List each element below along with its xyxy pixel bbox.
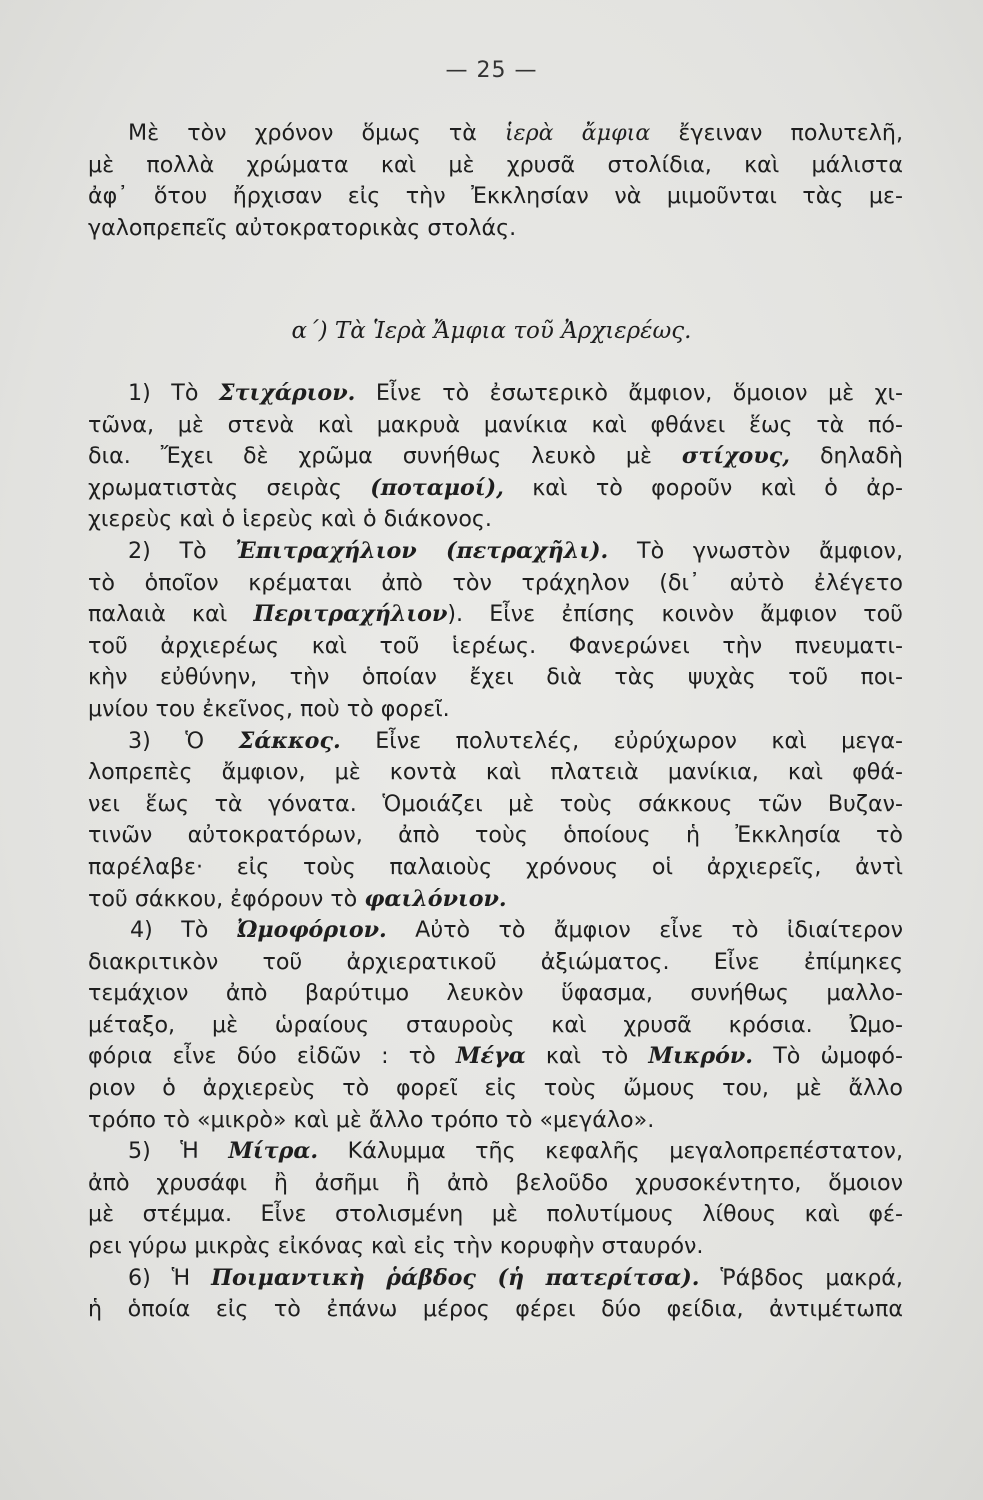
text-line: χιερεὺς καὶ ὁ ἱερεὺς καὶ ὁ διάκονος. xyxy=(88,506,492,533)
item-number: 6) Ἡ xyxy=(128,1264,212,1291)
emphasis-term: φαιλόνιον. xyxy=(364,885,507,912)
emphasis-term: ἱερὰ ἄμφια xyxy=(504,120,651,146)
emphasis-term: στίχους, xyxy=(681,443,790,470)
text-line: τρόπο τὸ «μικρὸ» καὶ μὲ ἄλλο τρόπο τὸ «μεγάλο». xyxy=(88,1106,655,1133)
item-term: Στιχάριον. xyxy=(218,380,356,406)
text-span: τοῦ σάκκου, ἐφόρουν τὸ xyxy=(88,885,365,912)
text-line: ἡ ὁποία εἰς τὸ ἐπάνω μέρος φέρει δύο φείδια, ἀντιμέτωπα xyxy=(88,1296,903,1323)
intro-paragraph xyxy=(88,118,903,244)
text-span: δια. Ἔχει δὲ χρῶμα συνήθως λευκὸ μὲ xyxy=(88,443,682,470)
text-line: μνίου του ἐκεῖνος, ποὺ τὸ φορεῖ. xyxy=(88,695,450,722)
text-span: δηλαδὴ xyxy=(789,443,903,470)
text-line: τεμάχιον ἀπὸ βαρύτιμο λευκὸν ὕφασμα, συνήθως μαλλο- xyxy=(88,980,903,1007)
text-span: Κάλυμμα τῆς κεφαλῆς μεγαλοπρεπέστατον, xyxy=(318,1138,903,1165)
item-term: Ποιμαντικὴ ῥάβδος (ἡ πατερίτσα). xyxy=(211,1264,700,1291)
text-line: μὲ πολλὰ χρώματα καὶ μὲ χρυσᾶ στολίδια, καὶ μάλιστα xyxy=(88,151,903,178)
text-span: Μὲ τὸν χρόνον ὅμως τὰ xyxy=(128,120,505,146)
text-span: καὶ τὸ xyxy=(525,1043,649,1070)
item-term: Ὠμοφόριον. xyxy=(236,917,387,944)
list-item-sakkos xyxy=(88,726,903,758)
text-span: καὶ τὸ φοροῦν καὶ ὁ ἀρ- xyxy=(503,474,903,501)
text-line: ρει γύρω μικρὰς εἰκόνας καὶ εἰς τὴν κορυφὴν σταυρόν. xyxy=(88,1233,704,1260)
text-line xyxy=(88,118,903,150)
text-line xyxy=(88,599,903,631)
page-number: — 25 — xyxy=(445,58,538,83)
text-line: μὲ στέμμα. Εἶνε στολισμένη μὲ πολυτίμους λίθους καὶ φέ- xyxy=(88,1201,903,1228)
item-term: Μίτρα. xyxy=(228,1138,319,1165)
text-line: παρέλαβε· εἰς τοὺς παλαιοὺς χρόνους οἱ ἀρχιερεῖς, ἀντὶ xyxy=(88,853,903,880)
text-line: γαλοπρεπεῖς αὐτοκρατορικὰς στολάς. xyxy=(88,214,517,241)
text-span: Τὸ ὠμοφό- xyxy=(753,1043,903,1070)
vestments-list xyxy=(88,378,903,1326)
text-line: τῶνα, μὲ στενὰ καὶ μακρυὰ μανίκια καὶ φθάνει ἕως τὰ πό- xyxy=(88,411,903,438)
text-span: Τὸ γνωστὸν ἄμφιον, xyxy=(608,537,903,564)
text-line: ριον ὁ ἀρχιερεὺς τὸ φορεῖ εἰς τοὺς ὤμους του, μὲ ἄλλο xyxy=(88,1075,903,1102)
text-line: μέταξο, μὲ ὡραίους σταυροὺς καὶ χρυσᾶ κρόσια. Ὠμο- xyxy=(88,1011,903,1038)
text-line xyxy=(88,1041,903,1073)
text-line: κὴν εὐθύνην, τὴν ὁποίαν ἔχει διὰ τὰς ψυχὰς τοῦ ποι- xyxy=(88,664,903,691)
emphasis-term: Περιτραχήλιον xyxy=(253,601,448,628)
text-line xyxy=(88,884,903,916)
text-line xyxy=(88,441,903,473)
item-number: 2) Τὸ xyxy=(128,537,236,564)
emphasis-term: Μέγα xyxy=(455,1043,526,1070)
text-span: Αὐτὸ τὸ ἄμφιον εἶνε τὸ ἰδιαίτερον xyxy=(386,917,903,944)
text-line: τὸ ὁποῖον κρέμαται ἀπὸ τὸν τράχηλον (δι᾽ αὐτὸ ἐλέγετο xyxy=(88,569,903,596)
item-number: 4) Τὸ xyxy=(130,917,237,944)
text-line: νει ἕως τὰ γόνατα. Ὁμοιάζει μὲ τοὺς σάκκους τῶν Βυζαν- xyxy=(88,790,903,817)
list-item-epitrachelion xyxy=(88,536,903,568)
text-line: διακριτικὸν τοῦ ἀρχιερατικοῦ ἀξιώματος. Εἶνε ἐπίμηκες xyxy=(88,948,903,975)
text-span: Εἶνε τὸ ἐσωτερικὸ ἄμφιον, ὅμοιον μὲ χι- xyxy=(355,380,903,406)
emphasis-term: (ποταμοί), xyxy=(370,474,504,501)
text-span: παλαιὰ καὶ xyxy=(88,601,254,628)
list-item-mitra xyxy=(88,1136,903,1168)
list-item-pastoral-staff xyxy=(88,1263,903,1295)
item-number: 5) Ἡ xyxy=(128,1138,229,1165)
list-item-omophorion xyxy=(88,915,903,947)
item-number: 3) Ὁ xyxy=(128,727,239,754)
text-line: τοῦ ἀρχιερέως καὶ τοῦ ἱερέως. Φανερώνει τὴν πνευματι- xyxy=(88,632,903,659)
text-line: λοπρεπὲς ἄμφιον, μὲ κοντὰ καὶ πλατειὰ μανίκια, καὶ φθά- xyxy=(88,759,903,786)
item-term: Ἐπιτραχήλιον (πετραχῆλι). xyxy=(235,537,609,564)
text-line xyxy=(88,473,903,505)
text-line: ἀφ᾽ ὅτου ἤρχισαν εἰς τὴν Ἐκκλησίαν νὰ μιμοῦνται τὰς με- xyxy=(88,183,903,210)
text-span: Εἶνε πολυτελές, εὐρύχωρον καὶ μεγα- xyxy=(340,727,903,754)
text-line: τινῶν αὐτοκρατόρων, ἀπὸ τοὺς ὁποίους ἡ Ἐκκλησία τὸ xyxy=(88,822,903,849)
item-number: 1) Τὸ xyxy=(128,380,219,406)
list-item-sticharion xyxy=(88,378,903,410)
text-span: χρωματιστὰς σειρὰς xyxy=(88,474,371,501)
text-span: φόρια εἶνε δύο εἰδῶν : τὸ xyxy=(88,1043,456,1070)
text-span: Ῥάβδος μακρά, xyxy=(699,1264,903,1291)
emphasis-term: Μικρόν. xyxy=(648,1043,753,1070)
text-span: ). Εἶνε ἐπίσης κοινὸν ἄμφιον τοῦ xyxy=(447,601,903,628)
section-heading: α΄) Τὰ Ἱερὰ Ἄμφια τοῦ Ἀρχιερέως. xyxy=(291,318,692,344)
text-span: ἔγειναν πολυτελῆ, xyxy=(650,120,903,146)
text-line: ἀπὸ χρυσάφι ἢ ἀσῆμι ἢ ἀπὸ βελοῦδο χρυσοκέντητο, ὅμοιον xyxy=(88,1169,903,1196)
item-term: Σάκκος. xyxy=(238,727,341,754)
